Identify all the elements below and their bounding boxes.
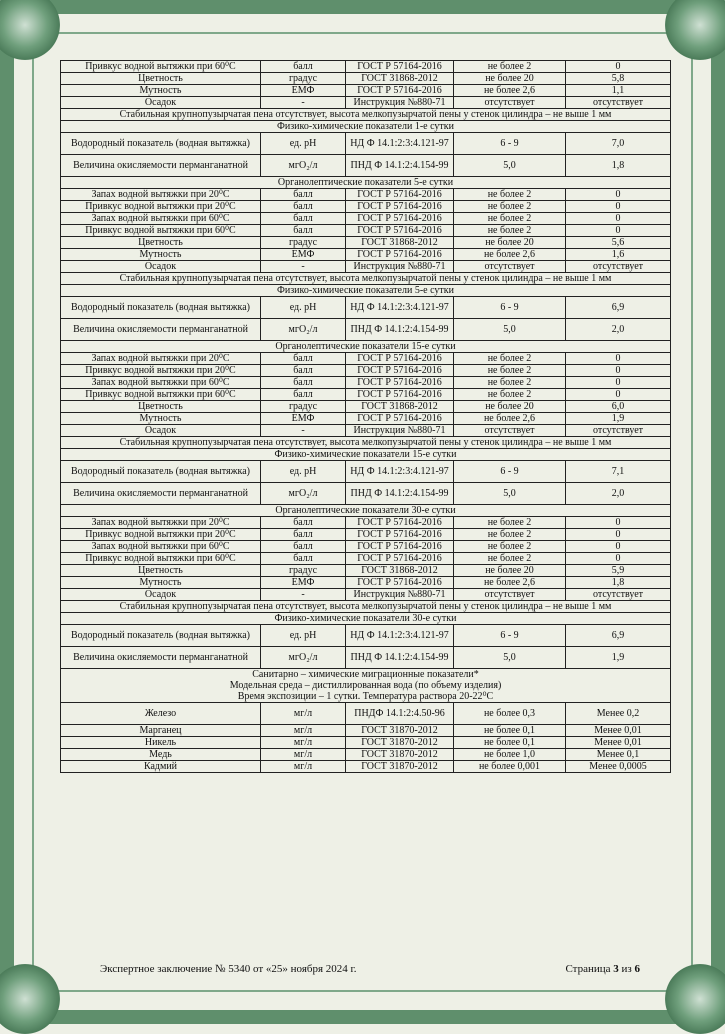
table-row: [61, 133, 671, 155]
section-title: [61, 449, 671, 461]
table-row: [61, 425, 671, 437]
cell-unit: ед. рН: [261, 625, 346, 647]
cell-result: 0: [566, 541, 671, 553]
cell-method: ПНДФ 14.1:2:4.50-96: [346, 703, 454, 725]
cell-method: ГОСТ Р 57164-2016: [346, 529, 454, 541]
cell-result: Менее 0,01: [566, 737, 671, 749]
cell-method: ГОСТ Р 57164-2016: [346, 61, 454, 73]
cell-method: ГОСТ Р 57164-2016: [346, 413, 454, 425]
cell-name: Осадок: [61, 261, 261, 273]
cell-norm: не более 2: [454, 61, 566, 73]
cell-method: ГОСТ Р 57164-2016: [346, 365, 454, 377]
cell-norm: не более 2,6: [454, 249, 566, 261]
table-row: [61, 401, 671, 413]
cell-method: ГОСТ 31868-2012: [346, 565, 454, 577]
cell-method: Инструкция №880-71: [346, 97, 454, 109]
foam-note: [61, 601, 671, 613]
cell-unit: балл: [261, 517, 346, 529]
cell-norm: 6 - 9: [454, 625, 566, 647]
cell-result: 7,0: [566, 133, 671, 155]
table-row: [61, 365, 671, 377]
cell-unit: мг/л: [261, 725, 346, 737]
cell-method: ГОСТ Р 57164-2016: [346, 225, 454, 237]
page-number: Страница 3 из 6: [565, 963, 640, 975]
cell-unit: мг/л: [261, 703, 346, 725]
cell-result: 1,1: [566, 85, 671, 97]
cell-norm: не более 0,3: [454, 703, 566, 725]
cell-unit: мгО₂/л: [261, 647, 346, 669]
cell-result: Менее 0,1: [566, 749, 671, 761]
migration-header-line: Модельная среда – дистиллированная вода (по объему изделия): [229, 680, 502, 691]
table-row: [61, 529, 671, 541]
cell-norm: не более 2,6: [454, 577, 566, 589]
section-title-text: Органолептические показатели 5-е сутки: [61, 177, 671, 189]
cell-unit: балл: [261, 225, 346, 237]
cell-unit: мгО₂/л: [261, 155, 346, 177]
cell-unit: мг/л: [261, 749, 346, 761]
cell-unit: ЕМФ: [261, 249, 346, 261]
cell-norm: не более 2: [454, 365, 566, 377]
cell-unit: балл: [261, 189, 346, 201]
section-title-text: Органолептические показатели 30-е сутки: [61, 505, 671, 517]
cell-norm: 6 - 9: [454, 461, 566, 483]
cell-method: ПНД Ф 14.1:2:4.154-99: [346, 647, 454, 669]
cell-norm: 6 - 9: [454, 297, 566, 319]
cell-name: Цветность: [61, 401, 261, 413]
cell-norm: не более 2: [454, 377, 566, 389]
cell-result: Менее 0,2: [566, 703, 671, 725]
cell-result: Менее 0,0005: [566, 761, 671, 773]
foam-note-text: Стабильная крупнопузырчатая пена отсутствует, высота мелкопузырчатой пены у стенок цилиндра – не выше 1 мм: [61, 437, 671, 449]
cell-norm: не более 2,6: [454, 413, 566, 425]
cell-name: Цветность: [61, 237, 261, 249]
cell-unit: -: [261, 261, 346, 273]
cell-unit: балл: [261, 365, 346, 377]
cell-name: Привкус водной вытяжки при 20⁰С: [61, 529, 261, 541]
cell-result: отсутствует: [566, 261, 671, 273]
cell-norm: 5,0: [454, 647, 566, 669]
cell-result: 0: [566, 517, 671, 529]
cell-result: 0: [566, 377, 671, 389]
cell-norm: не более 20: [454, 73, 566, 85]
cell-method: ГОСТ Р 57164-2016: [346, 377, 454, 389]
cell-unit: балл: [261, 201, 346, 213]
cell-name: Мутность: [61, 413, 261, 425]
table-row: [61, 225, 671, 237]
table-row: [61, 73, 671, 85]
cell-name: Водородный показатель (водная вытяжка): [61, 461, 261, 483]
cell-unit: градус: [261, 565, 346, 577]
section-title-text: Физико-химические показатели 15-е сутки: [61, 449, 671, 461]
cell-name: Кадмий: [61, 761, 261, 773]
table-row: [61, 413, 671, 425]
cell-unit: мг/л: [261, 761, 346, 773]
cell-method: ПНД Ф 14.1:2:4.154-99: [346, 483, 454, 505]
cell-norm: не более 2: [454, 201, 566, 213]
cell-method: ГОСТ Р 57164-2016: [346, 249, 454, 261]
table-row: [61, 737, 671, 749]
cell-method: ГОСТ Р 57164-2016: [346, 85, 454, 97]
cell-method: ПНД Ф 14.1:2:4.154-99: [346, 319, 454, 341]
cell-result: 1,9: [566, 647, 671, 669]
cell-method: НД Ф 14.1:2:3:4.121-97: [346, 625, 454, 647]
cell-result: 0: [566, 389, 671, 401]
cell-result: 7,1: [566, 461, 671, 483]
table-row: [61, 625, 671, 647]
cell-name: Запах водной вытяжки при 60⁰С: [61, 377, 261, 389]
cell-name: Водородный показатель (водная вытяжка): [61, 625, 261, 647]
table-row: [61, 703, 671, 725]
cell-norm: не более 2: [454, 189, 566, 201]
results-table: [60, 60, 671, 773]
section-title-text: Физико-химические показатели 1-е сутки: [61, 121, 671, 133]
section-title: [61, 285, 671, 297]
table-row: [61, 155, 671, 177]
cell-name: Мутность: [61, 249, 261, 261]
cell-norm: 5,0: [454, 319, 566, 341]
cell-result: 0: [566, 529, 671, 541]
cell-name: Марганец: [61, 725, 261, 737]
table-row: [61, 353, 671, 365]
conclusion-reference: Экспертное заключение № 5340 от «25» ноября 2024 г.: [100, 963, 357, 975]
cell-method: ГОСТ 31870-2012: [346, 725, 454, 737]
table-row: [61, 261, 671, 273]
cell-unit: ед. рН: [261, 133, 346, 155]
cell-result: 0: [566, 189, 671, 201]
cell-unit: балл: [261, 213, 346, 225]
cell-norm: отсутствует: [454, 589, 566, 601]
cell-method: ГОСТ Р 57164-2016: [346, 577, 454, 589]
cell-result: отсутствует: [566, 589, 671, 601]
cell-unit: градус: [261, 73, 346, 85]
cell-method: ГОСТ Р 57164-2016: [346, 353, 454, 365]
foam-note-text: Стабильная крупнопузырчатая пена отсутствует, высота мелкопузырчатой пены у стенок цилиндра – не выше 1 мм: [61, 273, 671, 285]
cell-name: Никель: [61, 737, 261, 749]
cell-result: 2,0: [566, 319, 671, 341]
cell-name: Привкус водной вытяжки при 20⁰С: [61, 201, 261, 213]
cell-norm: не более 2: [454, 225, 566, 237]
cell-name: Железо: [61, 703, 261, 725]
table-row: [61, 297, 671, 319]
cell-unit: -: [261, 425, 346, 437]
cell-method: ГОСТ 31868-2012: [346, 237, 454, 249]
cell-result: 1,8: [566, 577, 671, 589]
cell-method: ГОСТ Р 57164-2016: [346, 541, 454, 553]
cell-norm: не более 20: [454, 565, 566, 577]
cell-result: 0: [566, 553, 671, 565]
table-row: [61, 61, 671, 73]
cell-norm: отсутствует: [454, 261, 566, 273]
document-body: [60, 60, 670, 773]
foam-note-text: Стабильная крупнопузырчатая пена отсутствует, высота мелкопузырчатой пены у стенок цилиндра – не выше 1 мм: [61, 601, 671, 613]
table-row: [61, 85, 671, 97]
migration-header-text: [61, 669, 671, 703]
cell-result: 0: [566, 213, 671, 225]
cell-norm: не более 20: [454, 237, 566, 249]
cell-unit: балл: [261, 553, 346, 565]
cell-method: Инструкция №880-71: [346, 589, 454, 601]
table-row: [61, 647, 671, 669]
cell-name: Величина окисляемости перманганатной: [61, 483, 261, 505]
cell-norm: не более 2: [454, 517, 566, 529]
cell-name: Осадок: [61, 97, 261, 109]
migration-header-line: Санитарно – химические миграционные показатели*: [252, 669, 479, 680]
cell-norm: не более 2: [454, 389, 566, 401]
cell-method: НД Ф 14.1:2:3:4.121-97: [346, 461, 454, 483]
cell-name: Мутность: [61, 577, 261, 589]
cell-name: Запах водной вытяжки при 20⁰С: [61, 353, 261, 365]
cell-norm: 5,0: [454, 483, 566, 505]
cell-method: ГОСТ 31870-2012: [346, 761, 454, 773]
cell-unit: градус: [261, 401, 346, 413]
cell-method: ГОСТ Р 57164-2016: [346, 189, 454, 201]
cell-unit: мгО₂/л: [261, 319, 346, 341]
cell-name: Цветность: [61, 73, 261, 85]
section-title: [61, 177, 671, 189]
cell-unit: -: [261, 97, 346, 109]
migration-header: [61, 669, 671, 703]
table-row: [61, 483, 671, 505]
cell-norm: не более 2: [454, 553, 566, 565]
cell-name: Привкус водной вытяжки при 60⁰С: [61, 61, 261, 73]
cell-norm: не более 2,6: [454, 85, 566, 97]
cell-result: 6,0: [566, 401, 671, 413]
cell-unit: балл: [261, 541, 346, 553]
cell-norm: не более 2: [454, 529, 566, 541]
table-row: [61, 517, 671, 529]
foam-note: [61, 109, 671, 121]
table-row: [61, 565, 671, 577]
cell-result: 6,9: [566, 625, 671, 647]
cell-name: Запах водной вытяжки при 20⁰С: [61, 517, 261, 529]
table-row: [61, 749, 671, 761]
cell-norm: отсутствует: [454, 425, 566, 437]
cell-norm: отсутствует: [454, 97, 566, 109]
cell-unit: балл: [261, 61, 346, 73]
section-title: [61, 505, 671, 517]
cell-name: Запах водной вытяжки при 60⁰С: [61, 213, 261, 225]
cell-unit: градус: [261, 237, 346, 249]
table-row: [61, 377, 671, 389]
cell-method: ГОСТ 31870-2012: [346, 737, 454, 749]
section-title-text: Физико-химические показатели 5-е сутки: [61, 285, 671, 297]
cell-norm: не более 0,1: [454, 737, 566, 749]
cell-unit: ед. рН: [261, 297, 346, 319]
cell-name: Мутность: [61, 85, 261, 97]
table-row: [61, 389, 671, 401]
foam-note: [61, 273, 671, 285]
cell-method: ГОСТ 31868-2012: [346, 73, 454, 85]
cell-name: Осадок: [61, 425, 261, 437]
foam-note: [61, 437, 671, 449]
cell-name: Медь: [61, 749, 261, 761]
cell-name: Величина окисляемости перманганатной: [61, 155, 261, 177]
cell-name: Величина окисляемости перманганатной: [61, 647, 261, 669]
cell-unit: -: [261, 589, 346, 601]
section-title: [61, 613, 671, 625]
cell-method: ГОСТ Р 57164-2016: [346, 213, 454, 225]
cell-method: ГОСТ Р 57164-2016: [346, 517, 454, 529]
cell-name: Запах водной вытяжки при 20⁰С: [61, 189, 261, 201]
cell-name: Осадок: [61, 589, 261, 601]
section-title-text: Органолептические показатели 15-е сутки: [61, 341, 671, 353]
table-row: [61, 541, 671, 553]
cell-name: Величина окисляемости перманганатной: [61, 319, 261, 341]
cell-method: ГОСТ Р 57164-2016: [346, 201, 454, 213]
section-title: [61, 341, 671, 353]
table-row: [61, 213, 671, 225]
cell-name: Привкус водной вытяжки при 60⁰С: [61, 389, 261, 401]
migration-header-line: Время экспозиции – 1 сутки. Температура раствора 20-22⁰С: [237, 691, 494, 702]
table-row: [61, 201, 671, 213]
table-row: [61, 319, 671, 341]
cell-result: 1,8: [566, 155, 671, 177]
cell-name: Водородный показатель (водная вытяжка): [61, 297, 261, 319]
cell-result: 0: [566, 353, 671, 365]
cell-result: Менее 0,01: [566, 725, 671, 737]
cell-unit: балл: [261, 353, 346, 365]
section-title: [61, 121, 671, 133]
cell-norm: не более 0,001: [454, 761, 566, 773]
cell-norm: не более 2: [454, 541, 566, 553]
cell-unit: ЕМФ: [261, 577, 346, 589]
cell-result: 0: [566, 201, 671, 213]
cell-result: 5,9: [566, 565, 671, 577]
cell-result: 0: [566, 61, 671, 73]
cell-unit: балл: [261, 529, 346, 541]
table-row: [61, 553, 671, 565]
table-row: [61, 237, 671, 249]
cell-name: Привкус водной вытяжки при 60⁰С: [61, 225, 261, 237]
cell-name: Цветность: [61, 565, 261, 577]
table-row: [61, 461, 671, 483]
cell-unit: балл: [261, 389, 346, 401]
cell-norm: не более 1,0: [454, 749, 566, 761]
cell-result: 1,6: [566, 249, 671, 261]
cell-norm: не более 2: [454, 213, 566, 225]
cell-method: НД Ф 14.1:2:3:4.121-97: [346, 133, 454, 155]
cell-unit: ед. рН: [261, 461, 346, 483]
cell-result: отсутствует: [566, 425, 671, 437]
section-title-text: Физико-химические показатели 30-е сутки: [61, 613, 671, 625]
table-row: [61, 589, 671, 601]
cell-unit: балл: [261, 377, 346, 389]
cell-method: НД Ф 14.1:2:3:4.121-97: [346, 297, 454, 319]
cell-result: 1,9: [566, 413, 671, 425]
cell-norm: 6 - 9: [454, 133, 566, 155]
cell-result: 2,0: [566, 483, 671, 505]
table-row: [61, 577, 671, 589]
cell-name: Водородный показатель (водная вытяжка): [61, 133, 261, 155]
cell-result: 5,8: [566, 73, 671, 85]
cell-method: ПНД Ф 14.1:2:4.154-99: [346, 155, 454, 177]
table-row: [61, 725, 671, 737]
cell-name: Запах водной вытяжки при 60⁰С: [61, 541, 261, 553]
cell-unit: ЕМФ: [261, 413, 346, 425]
cell-norm: не более 20: [454, 401, 566, 413]
cell-norm: не более 0,1: [454, 725, 566, 737]
cell-norm: 5,0: [454, 155, 566, 177]
cell-method: ГОСТ 31870-2012: [346, 749, 454, 761]
cell-method: Инструкция №880-71: [346, 425, 454, 437]
cell-result: 6,9: [566, 297, 671, 319]
cell-method: ГОСТ 31868-2012: [346, 401, 454, 413]
cell-unit: мгО₂/л: [261, 483, 346, 505]
cell-norm: не более 2: [454, 353, 566, 365]
cell-method: ГОСТ Р 57164-2016: [346, 389, 454, 401]
cell-result: 0: [566, 365, 671, 377]
cell-method: ГОСТ Р 57164-2016: [346, 553, 454, 565]
cell-unit: ЕМФ: [261, 85, 346, 97]
table-row: [61, 189, 671, 201]
cell-result: 5,6: [566, 237, 671, 249]
cell-name: Привкус водной вытяжки при 60⁰С: [61, 553, 261, 565]
table-row: [61, 761, 671, 773]
cell-method: Инструкция №880-71: [346, 261, 454, 273]
cell-name: Привкус водной вытяжки при 20⁰С: [61, 365, 261, 377]
foam-note-text: Стабильная крупнопузырчатая пена отсутствует, высота мелкопузырчатой пены у стенок цилиндра – не выше 1 мм: [61, 109, 671, 121]
table-row: [61, 249, 671, 261]
table-row: [61, 97, 671, 109]
cell-unit: мг/л: [261, 737, 346, 749]
cell-result: 0: [566, 225, 671, 237]
cell-result: отсутствует: [566, 97, 671, 109]
